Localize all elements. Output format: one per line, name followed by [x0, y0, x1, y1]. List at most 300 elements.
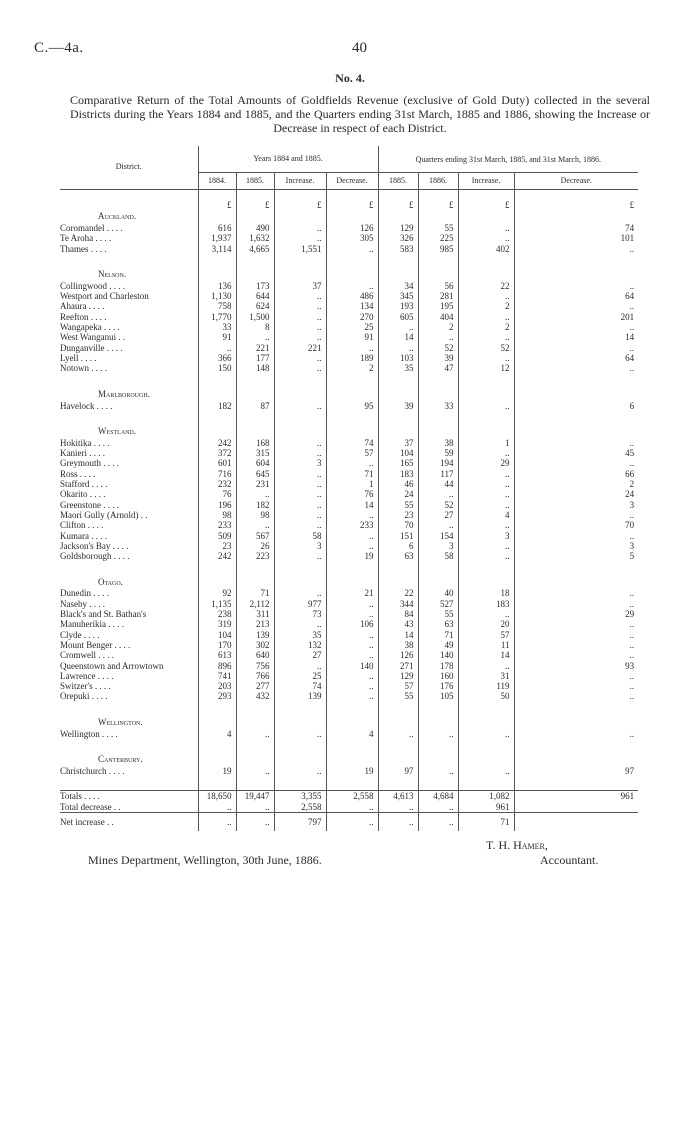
district-name: Black's and St. Bathan's — [60, 609, 147, 620]
spacer-cell — [198, 561, 236, 575]
table-row — [60, 510, 638, 520]
value-cell: 33 — [418, 401, 458, 411]
value-cell: 281 — [418, 291, 458, 301]
value-cell: 38 — [418, 438, 458, 448]
value-cell: .. — [274, 619, 326, 629]
spacer-cell — [274, 374, 326, 388]
spacer-cell — [60, 254, 198, 268]
value-cell: 55 — [378, 500, 418, 510]
value-cell: 366 — [198, 353, 236, 363]
value-cell: 74 — [514, 223, 638, 233]
value-cell — [514, 812, 638, 831]
value-cell: 93 — [514, 661, 638, 671]
value-cell: 315 — [236, 448, 274, 458]
value-cell: .. — [198, 802, 236, 813]
value-cell: 150 — [198, 363, 236, 373]
value-cell: 6 — [378, 541, 418, 551]
empty-cell — [418, 753, 458, 766]
value-cell: 19 — [326, 551, 378, 561]
value-cell: 19 — [326, 766, 378, 776]
value-cell — [514, 802, 638, 813]
value-cell: 165 — [378, 458, 418, 468]
value-cell: .. — [274, 332, 326, 342]
table-row — [60, 520, 638, 530]
empty-cell — [198, 210, 236, 223]
value-cell: 43 — [378, 619, 418, 629]
empty-cell — [198, 425, 236, 438]
spacer-cell — [236, 776, 274, 791]
col-quarters-increase: Increase. — [458, 173, 514, 190]
spacer-cell — [198, 702, 236, 716]
value-cell: 14 — [378, 630, 418, 640]
table-row — [60, 599, 638, 609]
currency-symbol: £ — [514, 190, 638, 211]
value-cell: 3,355 — [274, 791, 326, 802]
value-cell: .. — [274, 223, 326, 233]
currency-spacer — [60, 190, 198, 211]
value-cell: 59 — [418, 448, 458, 458]
region-header-row — [60, 210, 638, 223]
value-cell: .. — [326, 671, 378, 681]
district-name: Lawrence . . . . — [60, 670, 114, 681]
value-cell: 34 — [378, 281, 418, 291]
district-name: Orepuki . . . . — [60, 691, 108, 702]
value-cell: .. — [274, 312, 326, 322]
value-cell: 33 — [198, 322, 236, 332]
value-cell: 117 — [418, 469, 458, 479]
spacer-cell — [198, 374, 236, 388]
value-cell: .. — [274, 233, 326, 243]
district-name: Jackson's Bay . . . . — [60, 540, 129, 551]
table-row — [60, 630, 638, 640]
value-cell: 4 — [458, 510, 514, 520]
value-cell: .. — [514, 599, 638, 609]
value-cell: 56 — [418, 281, 458, 291]
value-cell: 645 — [236, 469, 274, 479]
value-cell: .. — [458, 489, 514, 499]
district-name: Dunedin . . . . — [60, 588, 109, 599]
value-cell: 961 — [458, 802, 514, 813]
value-cell: .. — [458, 448, 514, 458]
value-cell: 64 — [514, 353, 638, 363]
district-name: Christchurch . . . . — [60, 765, 125, 776]
value-cell: 221 — [274, 343, 326, 353]
region-name: Wellington. — [98, 717, 143, 728]
region-name: Westland. — [98, 426, 137, 437]
district-name: Goldsborough . . . . — [60, 551, 130, 562]
empty-cell — [198, 716, 236, 729]
value-cell: .. — [458, 479, 514, 489]
document-code: C.—4a. — [34, 40, 84, 56]
value-cell: .. — [378, 812, 418, 831]
table-row — [60, 244, 638, 254]
value-cell: 766 — [236, 671, 274, 681]
table-row — [60, 691, 638, 701]
empty-cell — [198, 753, 236, 766]
value-cell: .. — [326, 609, 378, 619]
value-cell: .. — [236, 489, 274, 499]
region-spacer — [60, 374, 638, 388]
value-cell: 270 — [326, 312, 378, 322]
region-name: Auckland. — [98, 211, 137, 222]
value-cell: 45 — [514, 448, 638, 458]
years-group-header: Years 1884 and 1885. — [198, 146, 378, 173]
value-cell: 486 — [326, 291, 378, 301]
value-cell: 140 — [418, 650, 458, 660]
value-cell: 55 — [418, 223, 458, 233]
region-spacer — [60, 411, 638, 425]
region-spacer — [60, 739, 638, 753]
value-cell: 271 — [378, 661, 418, 671]
table-row — [60, 588, 638, 598]
value-cell: .. — [326, 281, 378, 291]
value-cell: 154 — [418, 531, 458, 541]
value-cell: .. — [458, 233, 514, 243]
table-row — [60, 609, 638, 619]
spacer-cell — [198, 776, 236, 791]
spacer-cell — [458, 702, 514, 716]
value-cell: 71 — [326, 469, 378, 479]
value-cell: 170 — [198, 640, 236, 650]
empty-cell — [236, 575, 274, 588]
empty-cell — [236, 425, 274, 438]
value-cell: .. — [274, 510, 326, 520]
quarters-group-header: Quarters ending 31st March, 1885, and 31st March, 1886. — [378, 146, 638, 173]
value-cell: 37 — [378, 438, 418, 448]
spacer-cell — [326, 776, 378, 791]
value-cell: 22 — [378, 588, 418, 598]
spacer-cell — [378, 776, 418, 791]
value-cell: 22 — [458, 281, 514, 291]
district-name: West Wanganui . . — [60, 332, 126, 343]
value-cell: .. — [458, 353, 514, 363]
value-cell: 57 — [326, 448, 378, 458]
value-cell: 601 — [198, 458, 236, 468]
region-name: Otago. — [98, 576, 123, 587]
value-cell: .. — [236, 729, 274, 739]
district-name: Totals . . . . — [60, 791, 198, 802]
table-row — [60, 766, 638, 776]
value-cell: .. — [236, 766, 274, 776]
value-cell: 168 — [236, 438, 274, 448]
value-cell: .. — [326, 802, 378, 813]
spacer-cell — [378, 411, 418, 425]
value-cell: 3 — [514, 500, 638, 510]
value-cell: .. — [274, 291, 326, 301]
value-cell: .. — [514, 619, 638, 629]
spacer-cell — [198, 254, 236, 268]
value-cell: .. — [236, 802, 274, 813]
value-cell: .. — [236, 812, 274, 831]
spacer-cell — [514, 561, 638, 575]
value-cell: 302 — [236, 640, 274, 650]
value-cell: .. — [274, 363, 326, 373]
empty-cell — [418, 575, 458, 588]
value-cell: 126 — [378, 650, 418, 660]
district-name: Maori Gully (Arnold) . . — [60, 509, 148, 520]
empty-cell — [418, 388, 458, 401]
value-cell: 4,613 — [378, 791, 418, 802]
empty-cell — [326, 388, 378, 401]
value-cell: 509 — [198, 531, 236, 541]
value-cell: .. — [326, 630, 378, 640]
region-spacer — [60, 561, 638, 575]
value-cell: 344 — [378, 599, 418, 609]
spacer-cell — [236, 561, 274, 575]
value-cell: 4 — [326, 729, 378, 739]
empty-cell — [378, 753, 418, 766]
value-cell: 177 — [236, 353, 274, 363]
col-years-increase: Increase. — [274, 173, 326, 190]
value-cell: 213 — [236, 619, 274, 629]
value-cell: 225 — [418, 233, 458, 243]
value-cell: 14 — [326, 500, 378, 510]
value-cell: .. — [514, 244, 638, 254]
value-cell: 2 — [326, 363, 378, 373]
region-header-row — [60, 425, 638, 438]
empty-cell — [198, 268, 236, 281]
district-name: Greymouth . . . . — [60, 458, 119, 469]
table-row — [60, 489, 638, 499]
empty-cell — [378, 425, 418, 438]
table-row — [60, 301, 638, 311]
district-name: Stafford . . . . — [60, 479, 108, 490]
empty-cell — [274, 210, 326, 223]
value-cell: 24 — [514, 489, 638, 499]
value-cell: 490 — [236, 223, 274, 233]
table-row — [60, 661, 638, 671]
value-cell: 1 — [458, 438, 514, 448]
spacer-cell — [274, 776, 326, 791]
value-cell: .. — [418, 766, 458, 776]
value-cell: .. — [326, 244, 378, 254]
region-header-row — [60, 753, 638, 766]
region-name: Nelson. — [98, 269, 127, 280]
value-cell: .. — [458, 541, 514, 551]
value-cell: 74 — [274, 681, 326, 691]
spacer-cell — [418, 374, 458, 388]
value-cell: 63 — [378, 551, 418, 561]
district-name: Switzer's . . . . — [60, 681, 111, 692]
empty-cell — [458, 268, 514, 281]
value-cell: .. — [514, 671, 638, 681]
table-row — [60, 650, 638, 660]
totals-spacer — [60, 776, 638, 791]
value-cell: 2,112 — [236, 599, 274, 609]
value-cell: 97 — [514, 766, 638, 776]
value-cell: .. — [274, 500, 326, 510]
value-cell: .. — [274, 448, 326, 458]
spacer-cell — [60, 776, 198, 791]
value-cell: 238 — [198, 609, 236, 619]
district-name: Collingwood . . . . — [60, 280, 126, 291]
value-cell: .. — [514, 640, 638, 650]
district-name: Thames . . . . — [60, 243, 107, 254]
district-name: Queenstown and Arrowtown — [60, 660, 164, 671]
value-cell: .. — [418, 520, 458, 530]
value-cell: 758 — [198, 301, 236, 311]
value-cell: 527 — [418, 599, 458, 609]
value-cell: 178 — [418, 661, 458, 671]
district-name: Te Aroha . . . . — [60, 233, 112, 244]
value-cell: 40 — [418, 588, 458, 598]
empty-cell — [378, 210, 418, 223]
value-cell: 25 — [326, 322, 378, 332]
value-cell: 91 — [326, 332, 378, 342]
value-cell: 1 — [326, 479, 378, 489]
value-cell: .. — [274, 489, 326, 499]
value-cell: .. — [378, 802, 418, 813]
district-name: Greenstone . . . . — [60, 499, 119, 510]
value-cell: 64 — [514, 291, 638, 301]
value-cell: 221 — [236, 343, 274, 353]
empty-cell — [378, 268, 418, 281]
empty-cell — [274, 753, 326, 766]
table-row — [60, 401, 638, 411]
district-name: Westport and Charleston — [60, 291, 149, 302]
table-row — [60, 281, 638, 291]
value-cell: 129 — [378, 671, 418, 681]
empty-cell — [326, 210, 378, 223]
value-cell: 19,447 — [236, 791, 274, 802]
value-cell: .. — [198, 812, 236, 831]
value-cell: .. — [274, 401, 326, 411]
table-row — [60, 640, 638, 650]
value-cell: 29 — [514, 609, 638, 619]
table-row — [60, 729, 638, 739]
spacer-cell — [458, 254, 514, 268]
empty-cell — [418, 210, 458, 223]
value-cell: 402 — [458, 244, 514, 254]
value-cell: .. — [326, 691, 378, 701]
value-cell: .. — [326, 599, 378, 609]
empty-cell — [326, 716, 378, 729]
value-cell: 1,551 — [274, 244, 326, 254]
value-cell: 232 — [198, 479, 236, 489]
value-cell: .. — [274, 438, 326, 448]
currency-row — [60, 190, 638, 211]
value-cell: 985 — [418, 244, 458, 254]
value-cell: .. — [274, 766, 326, 776]
spacer-cell — [418, 411, 458, 425]
spacer-cell — [458, 561, 514, 575]
value-cell: .. — [274, 551, 326, 561]
value-cell: .. — [378, 729, 418, 739]
value-cell: 136 — [198, 281, 236, 291]
district-name: Manuherikia . . . . — [60, 619, 124, 630]
value-cell: 404 — [418, 312, 458, 322]
empty-cell — [378, 716, 418, 729]
value-cell: 160 — [418, 671, 458, 681]
value-cell: .. — [326, 681, 378, 691]
currency-symbol: £ — [198, 190, 236, 211]
empty-cell — [458, 575, 514, 588]
value-cell: 1,632 — [236, 233, 274, 243]
value-cell: .. — [514, 650, 638, 660]
value-cell: 1,130 — [198, 291, 236, 301]
value-cell: 97 — [378, 766, 418, 776]
district-name: Mount Benger . . . . — [60, 639, 131, 650]
value-cell: 24 — [378, 489, 418, 499]
spacer-cell — [458, 374, 514, 388]
value-cell: 797 — [274, 812, 326, 831]
table-row — [60, 233, 638, 243]
value-cell: 231 — [236, 479, 274, 489]
revenue-table — [60, 146, 638, 831]
signatory-title: Accountant. — [540, 853, 599, 867]
currency-symbol: £ — [418, 190, 458, 211]
value-cell: 126 — [326, 223, 378, 233]
value-cell: 3 — [274, 458, 326, 468]
value-cell: .. — [418, 332, 458, 342]
value-cell: .. — [326, 812, 378, 831]
value-cell: 189 — [326, 353, 378, 363]
currency-symbol: £ — [458, 190, 514, 211]
spacer-cell — [514, 776, 638, 791]
value-cell: 4,665 — [236, 244, 274, 254]
value-cell: 70 — [514, 520, 638, 530]
value-cell: .. — [458, 401, 514, 411]
value-cell: .. — [326, 650, 378, 660]
value-cell: 63 — [418, 619, 458, 629]
value-cell: 223 — [236, 551, 274, 561]
spacer-cell — [274, 561, 326, 575]
value-cell: .. — [514, 281, 638, 291]
spacer-cell — [326, 374, 378, 388]
spacer-cell — [326, 561, 378, 575]
empty-cell — [236, 753, 274, 766]
value-cell: 37 — [274, 281, 326, 291]
spacer-cell — [458, 739, 514, 753]
district-name: Total decrease . . — [60, 801, 121, 812]
value-cell: .. — [514, 691, 638, 701]
value-cell: .. — [514, 458, 638, 468]
value-cell: 326 — [378, 233, 418, 243]
empty-cell — [198, 575, 236, 588]
region-spacer — [60, 254, 638, 268]
table-row — [60, 322, 638, 332]
value-cell: 148 — [236, 363, 274, 373]
table-row — [60, 343, 638, 353]
table-row — [60, 500, 638, 510]
value-cell: 1,770 — [198, 312, 236, 322]
value-cell: 71 — [458, 812, 514, 831]
empty-cell — [418, 716, 458, 729]
value-cell: 103 — [378, 353, 418, 363]
value-cell: 3,114 — [198, 244, 236, 254]
currency-symbol: £ — [236, 190, 274, 211]
value-cell: 76 — [326, 489, 378, 499]
spacer-cell — [60, 374, 198, 388]
value-cell: .. — [418, 489, 458, 499]
value-cell: 311 — [236, 609, 274, 619]
value-cell: 1,135 — [198, 599, 236, 609]
spacer-cell — [514, 702, 638, 716]
spacer-cell — [326, 702, 378, 716]
value-cell: .. — [378, 322, 418, 332]
value-cell: .. — [418, 802, 458, 813]
value-cell: .. — [274, 469, 326, 479]
value-cell: 233 — [326, 520, 378, 530]
value-cell: 23 — [198, 541, 236, 551]
spacer-cell — [378, 374, 418, 388]
value-cell: 741 — [198, 671, 236, 681]
value-cell: 1,937 — [198, 233, 236, 243]
value-cell: 5 — [514, 551, 638, 561]
district-name: Cromwell . . . . — [60, 650, 114, 661]
value-cell: 44 — [418, 479, 458, 489]
value-cell: 71 — [236, 588, 274, 598]
